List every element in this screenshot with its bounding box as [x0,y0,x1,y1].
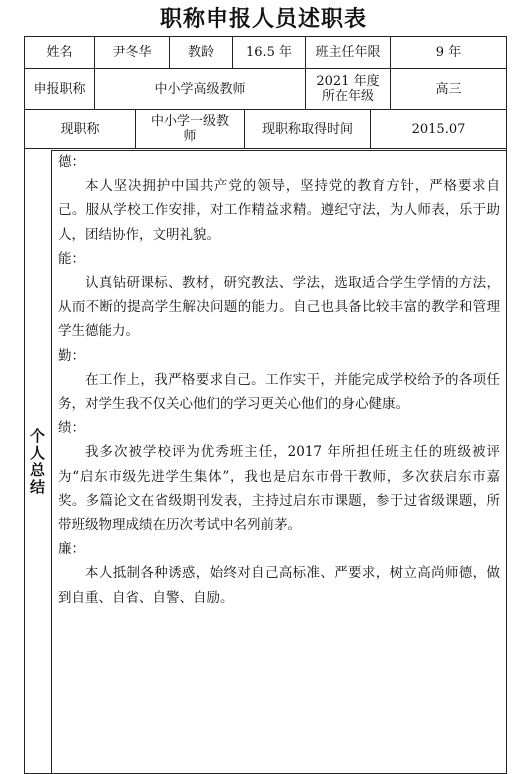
summary-label-cell [24,150,51,774]
teaching-years-label: 教龄 [187,45,214,60]
head-teacher-years-value: 9 年 [435,45,462,60]
form-title: 职称申报人员述职表 [159,7,367,32]
current-title-label: 现职称 [60,121,100,137]
current-title-value [136,110,244,148]
head-teacher-years-label: 班主任年限 [315,45,381,60]
grade-label-line2: 所在年级 [321,89,374,104]
section-text-lian: 本人抵制各种诱惑，始终对自己高标准、严要求，树立高尚师德，做到自重、自省、自警、自励。 [58,565,500,606]
section-heading-lian: 廉： [58,541,85,558]
section-heading-qin: 勤： [58,347,85,364]
section-text-neng: 认真钻研课标、教材，研究教法、学法，选取适合学生学情的方法，从而不断的提高学生解决问题的能力。自己也具备比较丰富的教学和管理学生德能力。 [58,275,500,340]
summary-body [58,150,500,610]
teaching-years-value: 16.5 年 [245,45,293,60]
grade-label [306,69,390,109]
section-heading-de: 德： [58,154,85,170]
section-text-de: 本人坚决拥护中国共产党的领导，坚持党的教育方针，严格要求自己。服从学校工作安排，对工作精益求精。遵纪守法，为人师表，乐于助人，团结协作，文明礼貌。 [58,178,500,243]
obtain-time-label: 现职称取得时间 [261,121,353,137]
obtain-time-value: 2015.07 [411,121,466,137]
summary-label-divider [51,150,52,774]
apply-title-label: 申报职称 [33,81,86,97]
grade-label-line1: 2021 年度 [316,74,380,89]
current-title-value-line1: 中小学一级教 [150,114,229,129]
summary-label: 个人总结 [28,428,46,496]
grade-value: 高三 [435,81,462,97]
row-divider-3 [24,148,507,149]
section-heading-neng: 能： [58,250,85,267]
name-value: 尹冬华 [112,45,152,60]
current-title-value-line2: 师 [183,129,197,144]
name-label: 姓名 [46,45,73,60]
table-border-right [506,36,507,774]
section-text-qin: 在工作上，我严格要求自己。工作实干，并能完成学校给予的各项任务，对学生我不仅关心他们的学习更关心他们的身心健康。 [58,371,500,413]
section-text-ji: 我多次被学校评为优秀班主任，2017 年所担任班主任的班级被评为“启东市级先进学生集体”，我也是启东市骨干教师，多次获启东市嘉奖。多篇论文在省级期刊发表，主持过启东市课题，参于过省级课题，所带班级物理成绩在历次考试中名列前茅。 [58,444,500,534]
section-heading-ji: 绩： [58,420,85,437]
apply-title-value: 中小学高级教师 [154,81,246,97]
